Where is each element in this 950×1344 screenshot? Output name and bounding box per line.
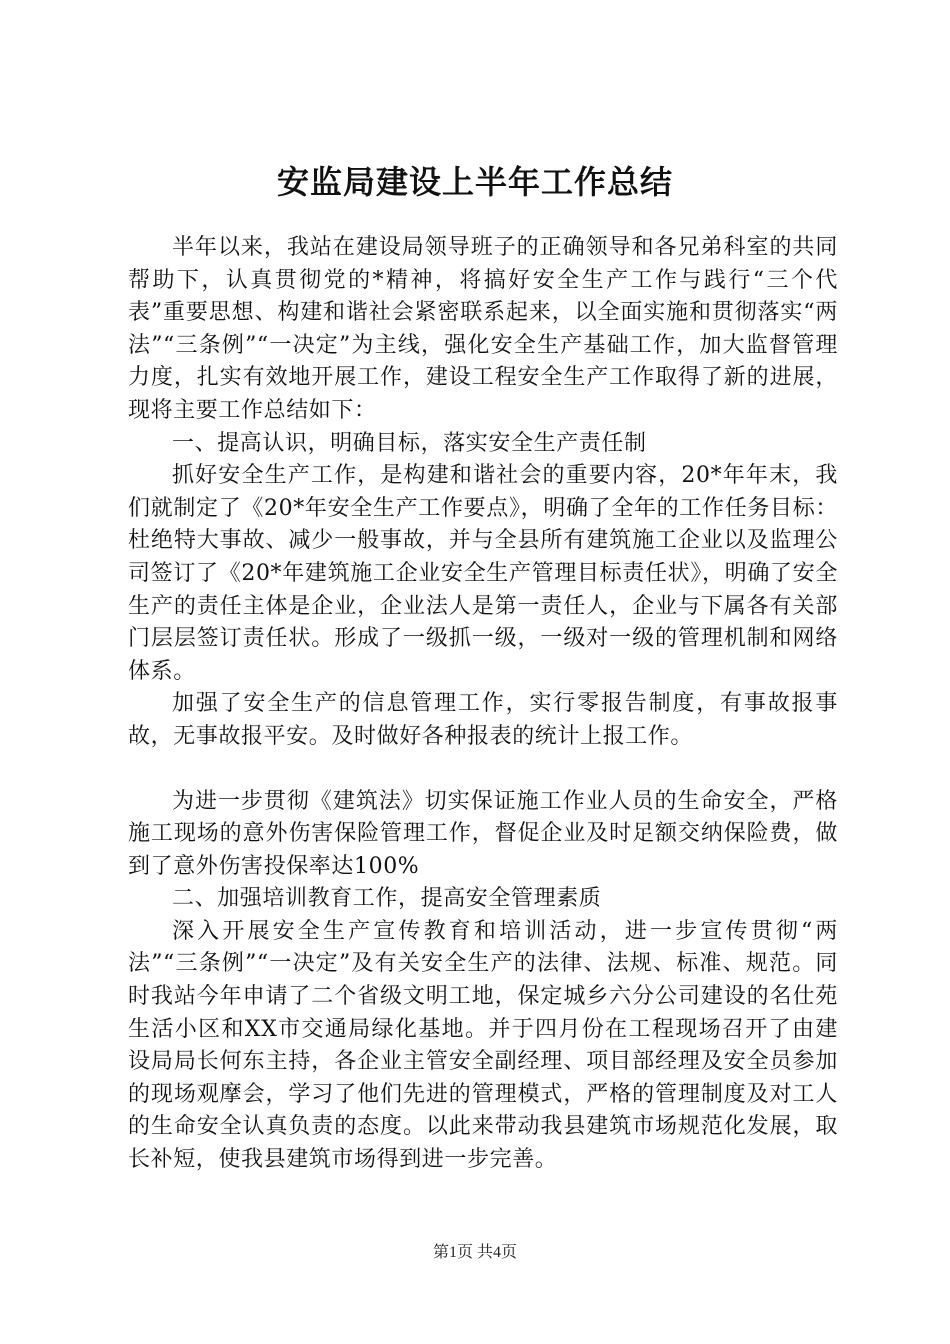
body-paragraph: 抓好安全生产工作，是构建和谐社会的重要内容，20*年年末，我们就制定了《20*年安全生产工作要点》，明确了全年的工作任务目标：杜绝特大事故、减少一般事故，并与全县所有建筑施工企业以及监理公司签订了《20*年建筑施工企业安全生产管理目标责任状》，明确了安全生产的责任主体是企业，企业法人是第一责任人，企业与下属各有关部门层层签订责任状。形成了一级抓一级，一级对一级的管理机制和网络体系。 xyxy=(128,463,838,684)
document-body xyxy=(128,232,838,1177)
intro-paragraph: 半年以来，我站在建设局领导班子的正确领导和各兄弟科室的共同帮助下，认真贯彻党的*精神，将搞好安全生产工作与践行“三个代表”重要思想、构建和谐社会紧密联系起来，以全面实施和贯彻落实“两法”“三条例”“一决定”为主线，强化安全生产基础工作，加大监督管理力度，扎实有效地开展工作，建设工程安全生产工作取得了新的进展，现将主要工作总结如下： xyxy=(128,235,838,423)
section-heading-1: 一、提高认识，明确目标，落实安全生产责任制 xyxy=(172,430,647,456)
document-title: 安监局建设上半年工作总结 xyxy=(276,163,673,201)
paragraph-spacer xyxy=(128,754,838,786)
body-paragraph: 为进一步贯彻《建筑法》切实保证施工作业人员的生命安全，严格施工现场的意外伤害保险管理工作，督促企业及时足额交纳保险费，做到了意外伤害投保率达100% xyxy=(128,788,838,879)
body-paragraph: 加强了安全生产的信息管理工作，实行零报告制度，有事故报事故，无事故报平安。及时做好各种报表的统计上报工作。 xyxy=(128,691,838,749)
page-number-footer: 第1页 共4页 xyxy=(432,1244,517,1261)
body-paragraph: 深入开展安全生产宣传教育和培训活动，进一步宣传贯彻“两法”“三条例”“一决定”及有关安全生产的法律、法规、标准、规范。同时我站今年申请了二个省级文明工地，保定城乡六分公司建设的名仕苑生活小区和XX市交通局绿化基地。并于四月份在工程现场召开了由建设局局长何东主持，各企业主管安全副经理、项目部经理及安全员参加的现场观摩会，学习了他们先进的管理模式，严格的管理制度及对工人的生命安全认真负责的态度。以此来带动我县建筑市场规范化发展，取长补短，使我县建筑市场得到进一步完善。 xyxy=(128,918,838,1173)
section-heading-2: 二、加强培训教育工作，提高安全管理素质 xyxy=(172,886,602,912)
